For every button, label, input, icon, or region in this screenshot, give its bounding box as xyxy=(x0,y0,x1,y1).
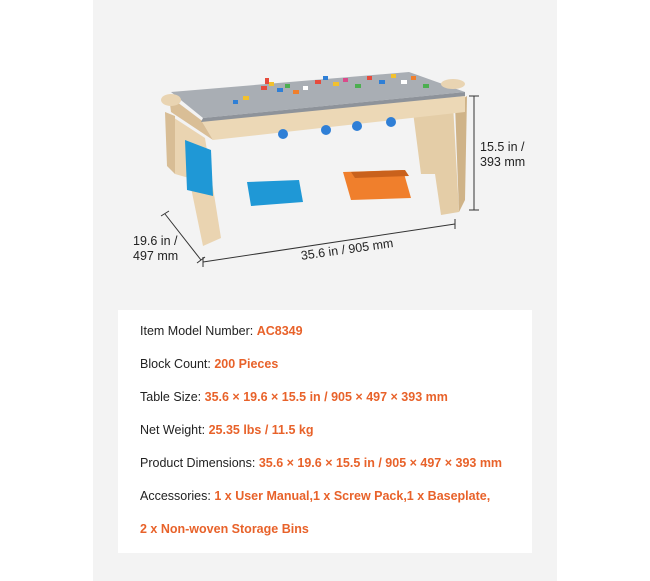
spec-label: Product Dimensions: xyxy=(140,456,259,470)
height-line-1: 15.5 in / xyxy=(480,140,525,154)
depth-dimension-label xyxy=(133,234,178,264)
height-line-2: 393 mm xyxy=(480,155,526,169)
blue-storage-bin xyxy=(247,180,303,206)
knob xyxy=(321,125,331,135)
width-dimension-label: 35.6 in / 905 mm xyxy=(300,236,395,263)
spec-accessories-continued xyxy=(140,522,309,536)
knob xyxy=(386,117,396,127)
spec-value: 1 x User Manual,1 x Screw Pack,1 x Baseplate, xyxy=(214,489,491,503)
spec-label: Accessories: xyxy=(140,489,215,503)
spec-product-dimensions xyxy=(140,456,502,470)
spec-label: Net Weight: xyxy=(140,423,209,437)
spec-net-weight xyxy=(140,423,314,437)
knob xyxy=(352,121,362,131)
side-blue-bin xyxy=(185,140,213,196)
left-handle xyxy=(161,94,181,106)
depth-line-1: 19.6 in / xyxy=(133,234,178,248)
depth-line-2: 497 mm xyxy=(133,249,179,263)
spec-table-size xyxy=(140,390,448,404)
orange-storage-bin xyxy=(343,170,411,200)
spec-accessories xyxy=(140,489,490,503)
spec-value: 35.6 × 19.6 × 15.5 in / 905 × 497 × 393 mm xyxy=(204,390,448,404)
spec-value: 35.6 × 19.6 × 15.5 in / 905 × 497 × 393 mm xyxy=(258,456,503,470)
spec-label: Table Size: xyxy=(140,390,205,404)
height-dimension-label xyxy=(480,140,525,170)
spec-card xyxy=(118,310,532,553)
left-leg-side xyxy=(165,112,175,174)
right-handle xyxy=(441,79,465,89)
right-leg xyxy=(413,104,459,215)
spec-label: Block Count: xyxy=(140,357,215,371)
spec-value: 200 Pieces xyxy=(214,357,279,371)
spec-value: 2 x Non-woven Storage Bins xyxy=(140,522,309,536)
spec-value: 25.35 lbs / 11.5 kg xyxy=(208,423,314,437)
spec-label: Item Model Number: xyxy=(140,324,257,338)
spec-block-count xyxy=(140,357,278,371)
spec-model-number xyxy=(140,324,303,338)
spec-value: AC8349 xyxy=(256,324,303,338)
knob xyxy=(278,129,288,139)
